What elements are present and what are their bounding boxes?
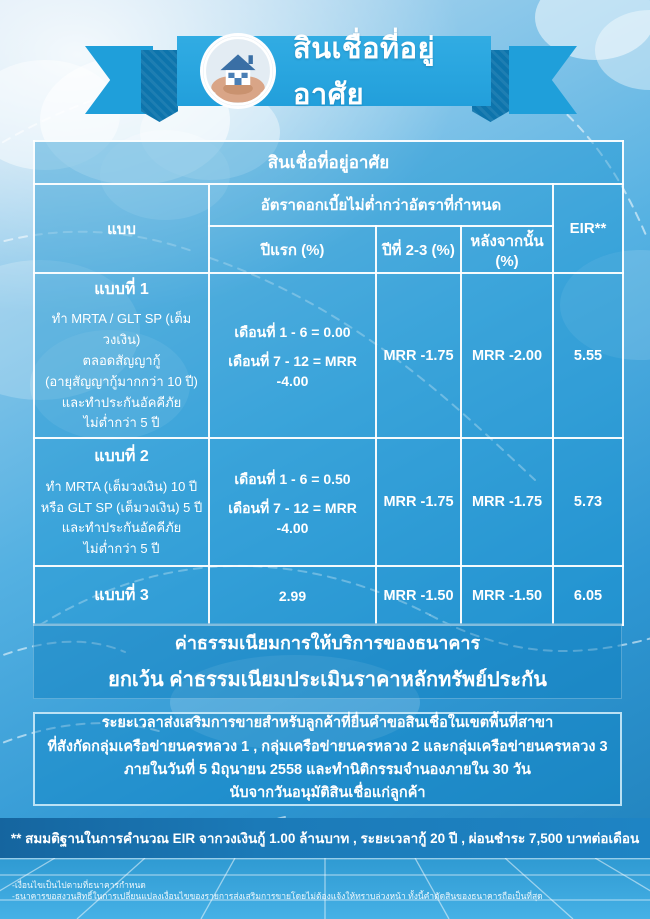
eir-footnote-band (0, 818, 650, 858)
column-header-first-year: ปีแรก (%) (209, 226, 376, 273)
fee-note-box (33, 623, 622, 699)
loan-type-name: แบบที่ 1 (94, 280, 149, 298)
loan-condition-line: ไม่ต่ำกว่า 5 ปี (83, 541, 160, 557)
hands-holding-house-graphic (203, 36, 273, 106)
loan-type-cell (34, 438, 209, 566)
loan-condition-line: ทำ MRTA (เต็มวงเงิน) 10 ปี (45, 478, 198, 494)
first-year-rate-line: 2.99 (278, 587, 307, 604)
loan-type-cell (34, 273, 209, 438)
column-header-type: แบบ (34, 184, 209, 273)
column-header-eir: EIR** (553, 184, 623, 273)
first-year-rate-line: เดือนที่ 1 - 6 = 0.50 (234, 470, 351, 487)
fine-print-line: -ธนาคารขอสงวนสิทธิ์ในการเปลี่ยนแปลงเงื่อนไขของรายการส่งเสริมการขายโดยไม่ต้องแจ้งให้ทราบล่วงหน้า ทั้งนี้คำตัดสินของธนาคารถือเป็นที่สุด (12, 891, 543, 902)
after-rate-cell: MRR -1.50 (461, 566, 553, 625)
first-year-rate-cell (209, 273, 376, 438)
loan-condition-line: ไม่ต่ำกว่า 5 ปี (83, 415, 160, 431)
eir-cell: 5.55 (553, 273, 623, 438)
first-year-rate-line: เดือนที่ 7 - 12 = MRR -4.00 (228, 353, 357, 389)
fee-note-line: ยกเว้น ค่าธรรมเนียมประเมินราคาหลักทรัพย์ประกัน (108, 668, 547, 691)
loan-condition-line: และทำประกันอัคคีภัย (61, 394, 182, 410)
promo-line: นับจากวันอนุมัติสินเชื่อแก่ลูกค้า (229, 785, 426, 802)
table-row (34, 438, 623, 566)
year-2-3-rate-cell: MRR -1.75 (376, 438, 461, 566)
promo-line: ที่สังกัดกลุ่มเครือข่ายนครหลวง 1 , กลุ่มเครือข่ายนครหลวง 2 และกลุ่มเครือข่ายนครหลวง 3 (47, 738, 608, 755)
promo-line: ระยะเวลาส่งเสริมการขายสำหรับลูกค้าที่ยื่นคำขอสินเชื่อในเขตพื้นที่สาขา (101, 715, 554, 732)
page-title: สินเชื่อที่อยู่อาศัย (293, 33, 436, 111)
ribbon-fold-left (141, 50, 178, 122)
fine-print-line: -เงื่อนไขเป็นไปตามที่ธนาคารกำหนด (12, 880, 146, 890)
column-header-rate-group: อัตราดอกเบี้ยไม่ต่ำกว่าอัตราที่กำหนด (209, 184, 553, 226)
column-header-after: หลังจากนั้น (%) (461, 226, 553, 273)
ribbon-banner (177, 33, 491, 111)
loan-rates-table (33, 140, 624, 626)
fee-note-line: ค่าธรรมเนียมการให้บริการของธนาคาร (174, 632, 481, 653)
table-row (34, 566, 623, 625)
table-row (34, 273, 623, 438)
eir-cell: 5.73 (553, 438, 623, 566)
first-year-rate-cell (209, 566, 376, 625)
promo-period-box (33, 712, 622, 806)
fine-print (12, 880, 638, 903)
first-year-rate-line: เดือนที่ 1 - 6 = 0.00 (234, 324, 351, 340)
first-year-rate-cell (209, 438, 376, 566)
hands-holding-house-icon (200, 33, 276, 109)
loan-condition-line: ทำ MRTA / GLT SP (เต็มวงเงิน) (51, 311, 192, 348)
loan-type-name: แบบที่ 3 (94, 586, 149, 604)
eir-cell: 6.05 (553, 566, 623, 625)
promo-line: ภายในวันที่ 5 มิถุนายน 2558 และทำนิติกรรมจำนองภายใน 30 วัน (124, 762, 531, 778)
loan-condition-line: ตลอดสัญญากู้ (82, 353, 161, 368)
column-header-year-2-3: ปีที่ 2-3 (%) (376, 226, 461, 273)
first-year-rate-line: เดือนที่ 7 - 12 = MRR -4.00 (228, 499, 357, 536)
loan-condition-line: หรือ GLT SP (เต็มวงเงิน) 5 ปี (40, 499, 203, 515)
after-rate-cell: MRR -2.00 (461, 273, 553, 438)
loan-type-cell (34, 566, 209, 625)
after-rate-cell: MRR -1.75 (461, 438, 553, 566)
table-title: สินเชื่อที่อยู่อาศัย (34, 141, 623, 184)
year-2-3-rate-cell: MRR -1.50 (376, 566, 461, 625)
eir-footnote-text: ** สมมติฐานในการคำนวณ EIR จากวงเงินกู้ 1.00 ล้านบาท , ระยะเวลากู้ 20 ปี , ผ่อนชำระ 7,500 บาทต่อเดือน (10, 831, 640, 846)
loan-condition-line: (อายุสัญญากู้มากกว่า 10 ปี) (45, 373, 198, 389)
year-2-3-rate-cell: MRR -1.75 (376, 273, 461, 438)
loan-condition-line: และทำประกันอัคคีภัย (61, 520, 182, 536)
loan-type-name: แบบที่ 2 (94, 448, 149, 466)
